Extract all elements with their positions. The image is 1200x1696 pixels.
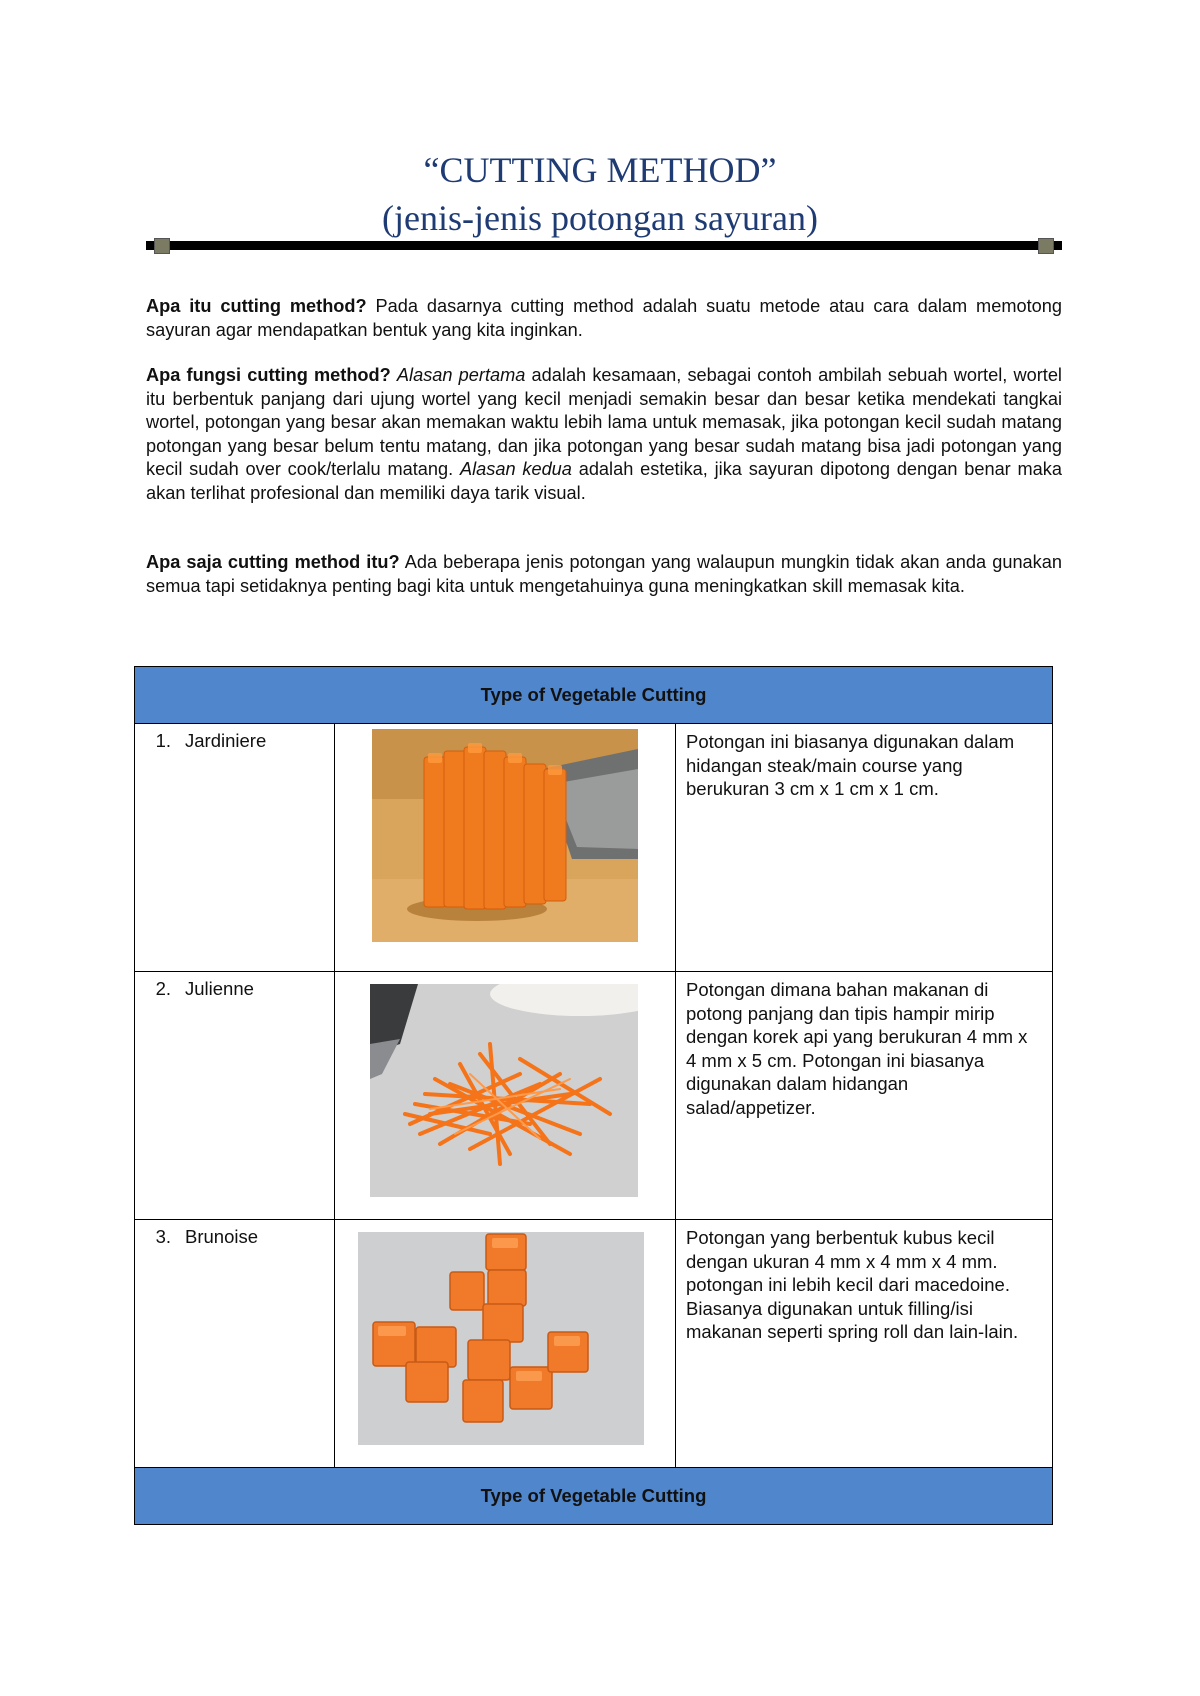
page-title: “CUTTING METHOD” [423, 150, 777, 190]
cut-description: Potongan ini biasanya digunakan dalam hidangan steak/main course yang berukuran 3 cm x 1 cm x 1 cm. [676, 724, 1053, 972]
reason-two-text: adalah estetika, jika sayuran dipotong dengan benar maka akan terlihat profesional dan memiliki daya tarik visual. [146, 459, 1063, 503]
divider-cap-left [154, 238, 170, 254]
table-footer: Type of Vegetable Cutting [135, 1468, 1053, 1525]
cut-name-cell [135, 1220, 335, 1468]
cut-description: Potongan dimana bahan makanan di potong panjang dan tipis hampir mirip dengan korek api yang berukuran 4 mm x 4 mm x 5 cm. Potongan ini biasanya digunakan dalam hidangan salad/appetizer. [676, 972, 1053, 1220]
paragraph-what [146, 295, 1062, 342]
paragraph-types [146, 551, 1062, 598]
cutting-table [134, 666, 1053, 1525]
row-number: 1. [155, 730, 171, 751]
carrot-sticks-photo [372, 729, 638, 942]
question-function: Apa fungsi cutting method? [146, 365, 391, 385]
row-number: 2. [155, 978, 171, 999]
cut-image-cell [335, 1220, 676, 1468]
table-row [135, 724, 1053, 972]
question-what: Apa itu cutting method? [146, 296, 367, 316]
table-row [135, 1220, 1053, 1468]
table-row [135, 972, 1053, 1220]
cut-image-cell [335, 972, 676, 1220]
title-divider [146, 241, 1062, 250]
cut-image-cell [335, 724, 676, 972]
carrot-cubes-photo [358, 1232, 644, 1445]
cut-name: Brunoise [185, 1226, 259, 1247]
answer-what: Pada dasarnya cutting method adalah suatu metode atau cara dalam memotong sayuran agar mendapatkan bentuk yang kita inginkan. [146, 296, 1062, 340]
cut-name-cell [135, 972, 335, 1220]
reason-two-label: Alasan kedua [459, 459, 572, 479]
row-number: 3. [155, 1226, 171, 1247]
divider-cap-right [1038, 238, 1054, 254]
title-block [0, 146, 1200, 242]
table-header: Type of Vegetable Cutting [135, 667, 1053, 724]
cut-name: Julienne [185, 978, 254, 999]
paragraph-function [146, 364, 1062, 505]
answer-types: Ada beberapa jenis potongan yang walaupun mungkin tidak akan anda gunakan semua tapi setidaknya penting bagi kita untuk mengetahuinya guna meningkatkan skill memasak kita. [146, 552, 1062, 596]
cut-description: Potongan yang berbentuk kubus kecil dengan ukuran 4 mm x 4 mm x 4 mm. potongan ini lebih kecil dari macedoine. Biasanya digunakan untuk filling/isi makanan seperti spring roll dan lain-lain. [676, 1220, 1053, 1468]
question-types: Apa saja cutting method itu? [146, 552, 400, 572]
carrot-julienne-photo [370, 984, 638, 1197]
reason-one-text: adalah kesamaan, sebagai contoh ambilah sebuah wortel, wortel itu berbentuk panjang dari ujung wortel yang kecil menjadi semakin besar dan besar ketika mendekati tangkai wortel, potongan yang besar akan memakan waktu lebih lama untuk memasak, jika potongan kecil sudah matang potongan yang besar belum tentu matang, dan jika potongan yang besar sudah matang bisa jadi potongan yang kecil sudah over cook/terlalu matang. [146, 365, 1062, 479]
cut-name-cell [135, 724, 335, 972]
cut-name: Jardiniere [185, 730, 267, 751]
reason-one-label: Alasan pertama [396, 365, 526, 385]
page-subtitle: (jenis-jenis potongan sayuran) [382, 198, 818, 238]
